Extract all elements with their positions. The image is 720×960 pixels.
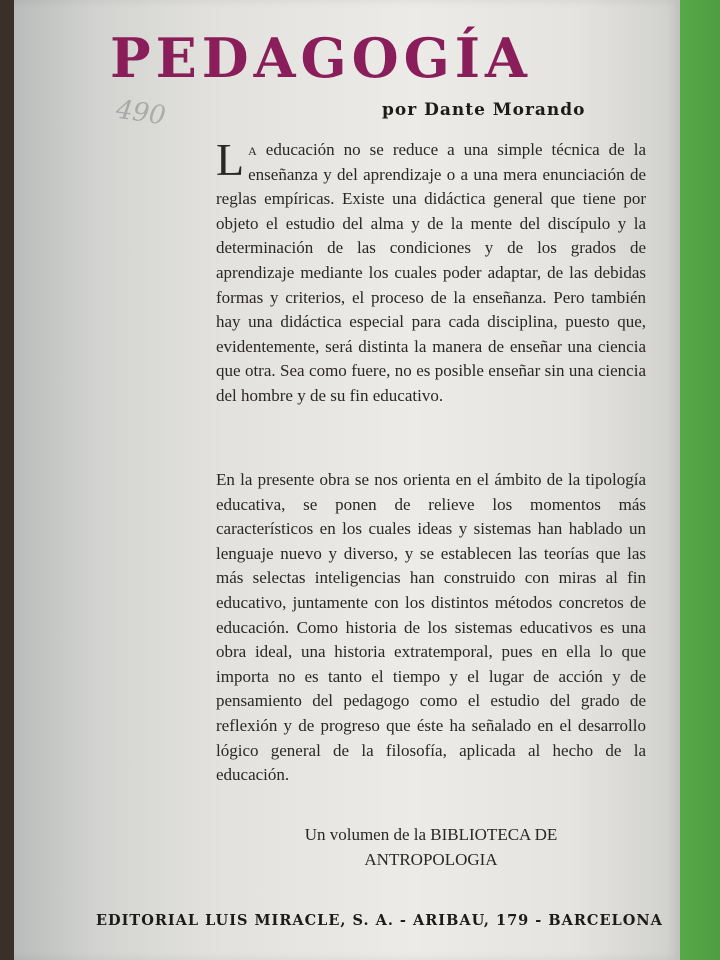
first-word-rest: a — [248, 140, 257, 159]
description-paragraph-2: En la presente obra se nos orienta en el ámbito de la tipología educativa, se ponen de relieve los momentos más característicos en los cuales ideas y sistemas han hablado un lenguaje nuevo y diverso, y se establecen las teorías que las más selectas inteligencias han construido con miras al fin educativo, juntamente con los distintos métodos concretos de educación. Como historia de los sistemas educativos es una obra ideal, una historia extratemporal, pues en ella lo que importa no es tanto el tiempo y el lugar de acción y de pensamiento del pedagogo como el estudio del grado de reflexión y de progreso que éste ha señalado en el desarrollo lógico general de la filosofía, aplicada al hecho de la educación. — [216, 470, 646, 785]
book-title: PEDAGOGÍA — [110, 26, 532, 90]
description-paragraph-1 — [216, 134, 646, 409]
book-author: por Dante Morando — [382, 100, 586, 120]
collection-line-2: ANTROPOLOGIA — [364, 850, 498, 869]
paragraph-1-text: educación no se reduce a una simple técnica de la enseñanza y del aprendizaje o a una mera enunciación de reglas empíricas. Existe una didáctica general que tiene por objeto el estudio del alma y de la mente del discípulo y la determinación de las condiciones y de los grados de aprendizaje mediante los cuales poder adaptar, de las debidas formas y criterios, el proceso de la enseñanza. Pero también hay una didáctica especial para cada disciplina, puesto que, evidentemente, será distinta la manera de enseñar una ciencia que otra. Sea como fuere, no es posible enseñar sin una ciencia del hombre y de su fin educativo. — [216, 140, 646, 405]
collection-line-1: Un volumen de la BIBLIOTECA DE — [304, 825, 558, 844]
pencil-price-mark: 490 — [114, 94, 168, 132]
drop-cap-letter: L — [216, 134, 245, 185]
collection-note — [216, 822, 646, 872]
publisher-imprint: EDITORIAL LUIS MIRACLE, S. A. - ARIBAU, 179 - BARCELONA — [96, 912, 663, 929]
book-back-cover — [14, 0, 680, 960]
